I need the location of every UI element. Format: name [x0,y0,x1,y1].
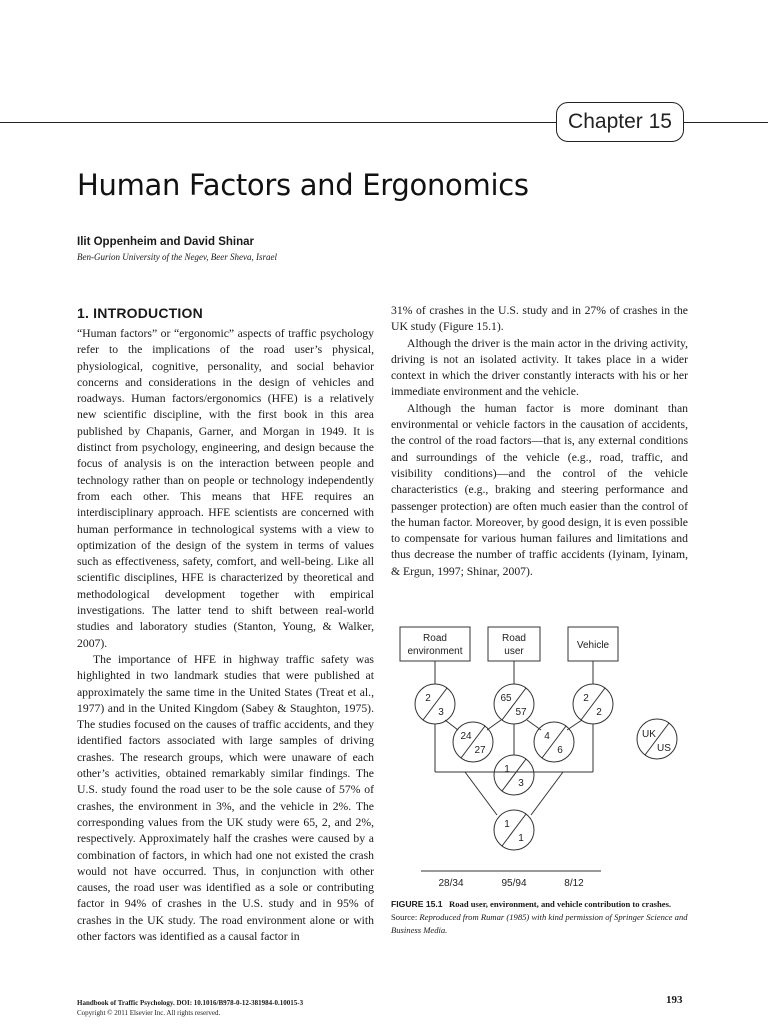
circle-all-factors-top: 1 [504,819,510,830]
affiliation: Ben-Gurion University of the Negev, Beer Sheva, Israel [77,252,278,262]
caption-title: Road user, environment, and vehicle contribution to crashes. [449,899,672,909]
box-vehicle-label: Vehicle [576,640,610,651]
circle-environment-bottom: 3 [438,707,444,718]
box-road-environment-line1: Road [423,633,447,644]
legend-bottom: US [657,743,671,754]
paragraph: The importance of HFE in highway traffic safety was highlighted in two landmark studies that were published at approximately the same time in the United States (Treat et al., 1977) and in the United Kingdom (Sabey & Staughton, 1975). The studies focused on the causes of traffic accidents, and they identified factors associated with large samples of driving crashes. The research groups, which were unaware of each other’s activities, obtained remarkably similar findings. The U.S. study found the road user to be the sole cause of 57% of crashes, the environment in 3%, and the vehicle in 2%. The corresponding values from the UK study were 65, 2, and 2%, respectively. Approximately half the crashes were caused by a combination of factors, in which had one not existed the crash would not have occurred. Thus, in conjunction with other causes, the road user was identified as a sole or contributing factor in 94% of crashes in the U.S. study and in 95% of crashes in the UK study. The road environment alone or with other factors was identified as a causal factor in [77,652,374,943]
section-heading: 1. INTRODUCTION [77,305,203,321]
footer-copyright: Copyright © 2011 Elsevier Inc. All rights reserved. [77,1009,221,1017]
left-column [77,326,374,945]
caption-source-label: Source: [391,911,418,922]
total-environment: 28/34 [438,878,464,889]
circle-vehicle-top: 2 [583,693,589,704]
chapter-title: Human Factors and Ergonomics [77,168,529,202]
total-vehicle: 8/12 [564,878,584,889]
paragraph: 31% of crashes in the U.S. study and in 27% of crashes in the UK study (Figure 15.1). [391,304,688,334]
figure-diagram [391,620,691,890]
circle-user-vehicle-top: 4 [544,731,550,742]
circle-user-center-bottom: 3 [518,778,524,789]
right-column [391,303,688,580]
circle-user-vehicle-bottom: 6 [557,745,563,756]
paragraph: “Human factors” or “ergonomic” aspects of traffic psychology refer to the implications of the road user’s physical, physiological, cognitive, personality, and social behavior concerns and considerations in the design of vehicles and roadways. Human factors/ergonomics (HFE) is a relatively new scientific discipline, with the first book in this area published by Chapanis, Garner, and Morgan in 1949. It is distinct from psychology, engineering, and design because the focus of analysis is on the interaction between people and technology rather than on people or technology independently from each other. This means that HFE requires an interdisciplinary approach. HFE scientists are concerned with human performance in technological systems with a view to optimization of the design of the system in terms of values such as effectiveness, safety, comfort, and well-being. Like all scientific disciplines, HFE is characterized by theoretical and methodological development together with empirical investigations. The latter tend to shift between real-world studies and laboratory studies (Stanton, Young, & Walker, 2007). [77,327,374,650]
circle-user-environment-top: 24 [460,731,472,742]
footer-journal: Handbook of Traffic Psychology. DOI: 10.1016/B978-0-12-381984-0.10015-3 [77,999,304,1007]
page-number: 193 [666,994,683,1006]
paragraph: Although the driver is the main actor in the driving activity, driving is not an isolated activity. It takes place in a wider context in which the driver constantly interacts with his or her immediate environment and the vehicle. [391,336,688,399]
circle-user-top: 65 [500,693,512,704]
total-user: 95/94 [501,878,527,889]
chapter-label: Chapter 15 [556,102,684,142]
box-road-user-line1: Road [502,633,526,644]
circle-user-bottom: 57 [515,707,527,718]
box-road-environment-line2: environment [407,646,463,657]
figure-caption [391,898,691,936]
circle-vehicle-bottom: 2 [596,707,602,718]
caption-source: Reproduced from Rumar (1985) with kind permission of Springer Science and Business Media. [391,911,688,935]
circle-user-environment-bottom: 27 [474,745,486,756]
footer [77,998,303,1018]
legend-top: UK [642,729,656,740]
circle-all-factors-bottom: 1 [518,833,524,844]
circle-user-center-top: 1 [504,764,510,775]
box-road-user-line2: user [504,646,524,657]
circle-environment-top: 2 [425,693,431,704]
paragraph: Although the human factor is more dominant than environmental or vehicle factors in the causation of accidents, the control of the road factors—that is, any external conditions and surroundings of the vehicle (e.g., road, traffic, and visibility conditions)—and the control of the vehicle characteristics (e.g., braking and steering performance and passenger protection) are often much easier than the control of the human factor. Moreover, by good design, it is even possible to compensate for various human failures and limitations and thus decrease the number of traffic accidents (Iyinam, Iyinam, & Ergun, 1997; Shinar, 2007). [391,401,688,578]
authors: Ilit Oppenheim and David Shinar [77,236,254,248]
caption-label: FIGURE 15.1 [391,899,443,909]
